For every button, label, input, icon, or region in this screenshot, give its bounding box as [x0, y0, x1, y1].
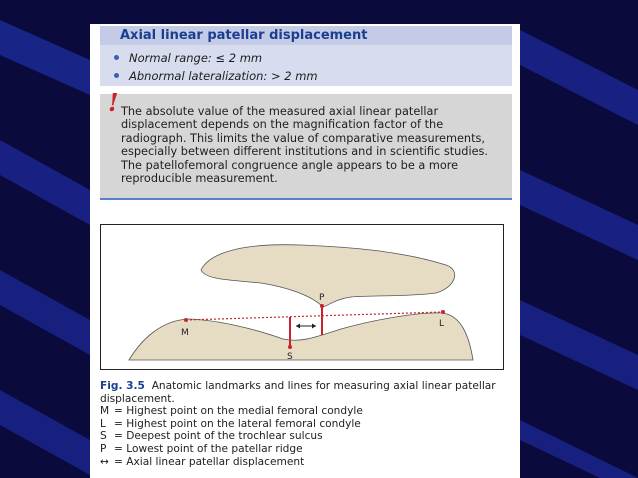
legend-key: ↔: [100, 455, 109, 468]
point-l: [441, 310, 445, 314]
document-page: [90, 24, 520, 478]
legend-desc: = Lowest point of the patellar ridge: [114, 442, 303, 455]
point-p: [320, 304, 324, 308]
legend-key: P: [100, 442, 107, 455]
point-s: [288, 345, 292, 349]
legend-item: [100, 418, 510, 431]
legend-key: M: [100, 405, 110, 418]
label-p: P: [319, 293, 325, 303]
legend-desc: = Deepest point of the trochlear sulcus: [114, 430, 323, 443]
legend-item: [100, 430, 510, 443]
info-box-title: Axial linear patellar displacement: [100, 26, 512, 45]
knee-axial-diagram: [101, 225, 505, 371]
legend-key: L: [100, 417, 106, 430]
bullet-text: Abnormal lateralization: > 2 mm: [129, 69, 318, 83]
bullet-dot-icon: [114, 73, 119, 78]
figure-label: Fig. 3.5: [100, 380, 145, 392]
label-l: L: [439, 319, 445, 329]
legend-key: S: [100, 430, 107, 443]
arrowhead-left-icon: [296, 324, 300, 329]
legend-item: [100, 405, 510, 418]
legend-item: [100, 443, 510, 456]
legend-desc: = Axial linear patellar displacement: [114, 455, 305, 468]
legend-desc: = Highest point on the lateral femoral condyle: [114, 417, 361, 430]
point-m: [184, 318, 188, 322]
legend-desc: = Highest point on the medial femoral condyle: [114, 405, 363, 418]
bullet-text: Normal range: ≤ 2 mm: [129, 51, 263, 65]
figure-diagram: [100, 224, 504, 370]
info-box: [100, 26, 512, 86]
bullet-abnormal-lateralization: [114, 68, 318, 84]
label-s: S: [287, 352, 293, 362]
caption-text: Anatomic landmarks and lines for measuring axial linear patellar displacement.: [100, 380, 496, 405]
figure-caption: [100, 380, 510, 468]
note-text: The absolute value of the measured axial linear patellar displacement depends on the magnification factor of the radiograph. This limits the value of comparative measurements, especially between different institutions and in scientific studies. The patellofemoral congruence angle appears to be a more reproducible measurement.: [121, 105, 489, 186]
label-m: M: [181, 328, 189, 338]
arrowhead-right-icon: [312, 324, 316, 329]
exclamation-icon: !: [108, 88, 119, 117]
bullet-dot-icon: [114, 55, 119, 60]
bullet-normal-range: [114, 50, 262, 66]
warning-note: [100, 88, 512, 200]
legend-item: [100, 456, 510, 469]
patella-shape: [201, 245, 455, 307]
